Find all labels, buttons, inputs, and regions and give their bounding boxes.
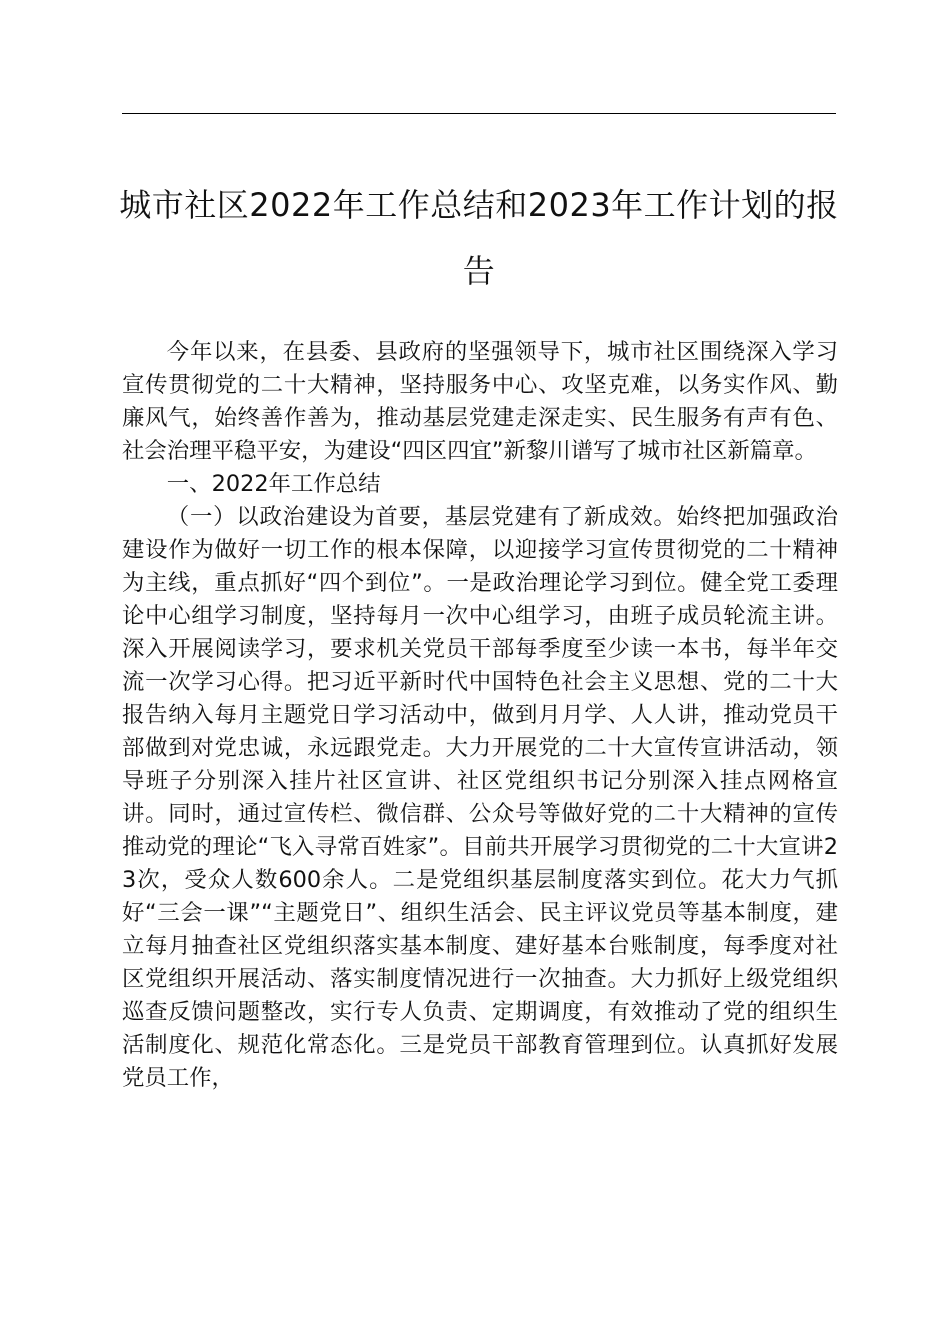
body-paragraph: （一）以政治建设为首要，基层党建有了新成效。始终把加强政治建设作为做好一切工作的根本保障，以迎接学习宣传贯彻党的二十精神为主线，重点抓好“四个到位”。一是政治理论学习到位。健全党工委理论中心组学习制度，坚持每月一次中心组学习，由班子成员轮流主讲。深入开展阅读学习，要求机关党员干部每季度至少读一本书，每半年交流一次学习心得。把习近平新时代中国特色社会主义思想、党的二十大报告纳入每月主题党日学习活动中，做到月月学、人人讲，推动党员干部做到对党忠诚，永远跟党走。大力开展党的二十大宣传宣讲活动，领导班子分别深入挂片社区宣讲、社区党组织书记分别深入挂点网格宣讲。同时，通过宣传栏、微信群、公众号等做好党的二十大精神的宣传推动党的理论“飞入寻常百姓家”。目前共开展学习贯彻党的二十大宣讲23次，受众人数600余人。二是党组织基层制度落实到位。花大力气抓好“三会一课”“主题党日”、组织生活会、民主评议党员等基本制度，建立每月抽查社区党组织落实基本制度、建好基本台账制度，每季度对社区党组织开展活动、落实制度情况进行一次抽查。大力抓好上级党组织巡查反馈问题整改，实行专人负责、定期调度，有效推动了党的组织生活制度化、规范化常态化。三是党员干部教育管理到位。认真抓好发展党员工作， (122, 504, 838, 1091)
document-body (122, 336, 838, 1095)
header-rule (122, 113, 836, 114)
document-title: 城市社区2022年工作总结和2023年工作计划的报告 (119, 186, 839, 290)
section-heading: 一、2022年工作总结 (166, 471, 381, 497)
intro-paragraph: 今年以来，在县委、县政府的坚强领导下，城市社区围绕深入学习宣传贯彻党的二十大精神，坚持服务中心、攻坚克难，以务实作风、勤廉风气，始终善作善为，推动基层党建走深走实、民生服务有声有色、社会治理平稳平安，为建设“四区四宜”新黎川谱写了城市社区新篇章。 (122, 339, 838, 464)
